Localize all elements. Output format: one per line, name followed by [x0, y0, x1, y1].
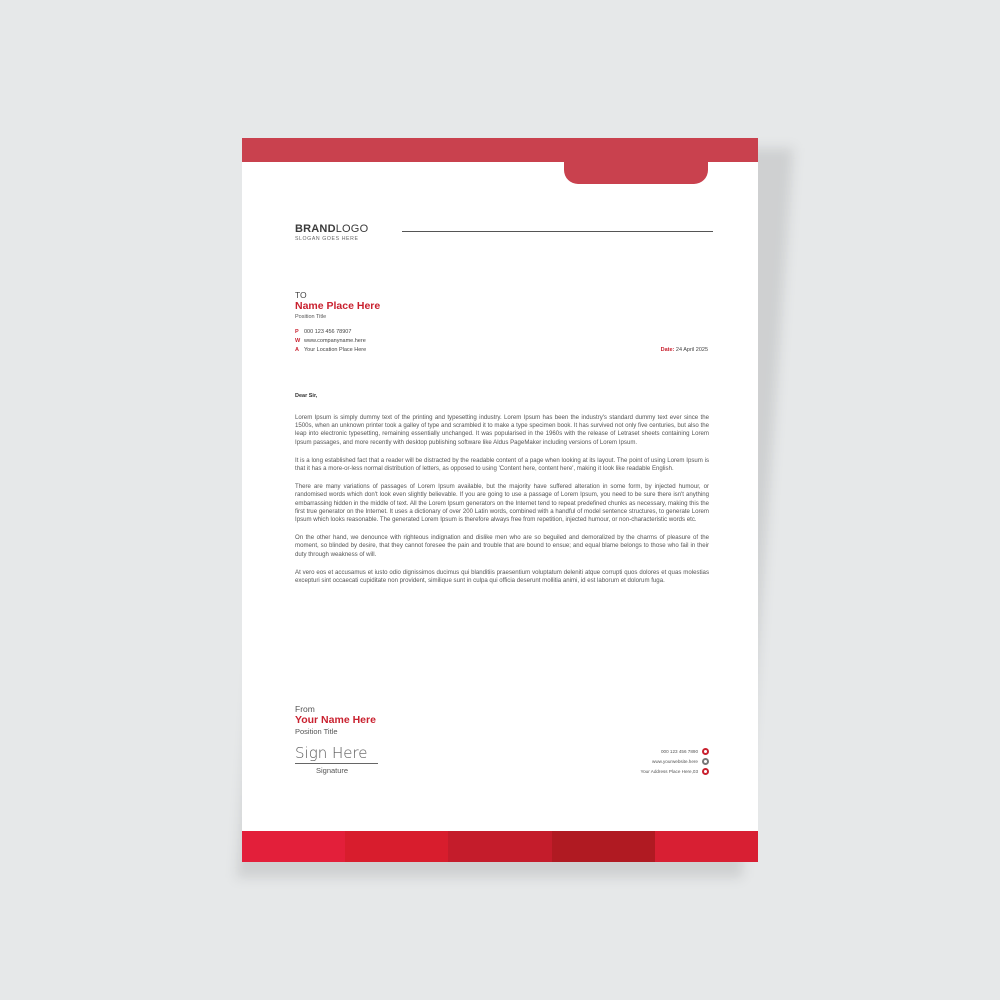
- footer-contact-value: www.yourwebsite.here: [652, 759, 698, 764]
- header-divider: [402, 231, 713, 232]
- recipient-contacts: [295, 328, 366, 355]
- contact-row-web: [295, 337, 366, 346]
- body-paragraph: On the other hand, we denounce with righteous indignation and dislike men who are so beguiled and demoralized by the charms of pleasure of the moment, so blinded by desire, that they cannot foresee the pain and trouble that are bound to ensue; and equal blame belongs to those who fail in their duty through weakness of will.: [295, 534, 709, 558]
- contact-value: 000 123 456 78907: [304, 329, 352, 335]
- greeting: Dear Sir,: [295, 393, 318, 399]
- footer-contacts: [640, 747, 709, 777]
- footer-contact-phone: [640, 747, 709, 757]
- brand-name-bold: BRAND: [295, 223, 336, 235]
- footer-segment: [552, 831, 655, 862]
- letterhead-page: [242, 138, 758, 862]
- recipient-block: [295, 290, 380, 321]
- sender-name: Your Name Here: [295, 714, 376, 726]
- date-label: Date:: [660, 347, 675, 353]
- sender-block: [295, 704, 376, 736]
- letter-date: [661, 347, 708, 353]
- brand-logo: [295, 223, 368, 242]
- contact-value: www.companyname.here: [304, 338, 366, 344]
- body-paragraph: At vero eos et accusamus et iusto odio dignissimos ducimus qui blanditiis praesentium voluptatum deleniti atque corrupti quos dolores et quas molestias excepturi sint occaecati cupiditate non provident, similique sunt in culpa qui officia deserunt mollitia animi, id est laborum et dolorum fuga.: [295, 568, 709, 585]
- contact-row-phone: [295, 328, 366, 337]
- body-paragraph: There are many variations of passages of Lorem Ipsum available, but the majority have suffered alteration in some form, by injected humour, or randomised words which don't look even slightly believable. If you are going to use a passage of Lorem Ipsum, you need to be sure there isn't anything embarrassing hidden in the middle of text. All the Lorem Ipsum generators on the Internet tend to repeat predefined chunks as necessary, making this the first true generator on the Internet. It uses a dictionary of over 200 Latin words, combined with a handful of model sentence structures, to generate Lorem Ipsum which looks reasonable. The generated Lorem Ipsum is therefore always free from repetition, injected humour, or non-characteristic words etc.: [295, 483, 709, 524]
- brand-name-light: LOGO: [335, 223, 369, 235]
- footer-contact-web: [640, 757, 709, 767]
- signature-text: Sign Here: [295, 744, 368, 762]
- footer-segment: [242, 831, 345, 862]
- recipient-position: Position Title: [295, 314, 327, 320]
- brand-name: [295, 223, 368, 235]
- recipient-label: TO: [295, 290, 307, 300]
- phone-icon: [702, 748, 709, 755]
- footer-contact-address: [640, 767, 709, 777]
- contact-key: W: [295, 338, 301, 344]
- contact-value: Your Location Place Here: [304, 347, 367, 353]
- footer-contact-value: Your Address Place Here,03: [640, 769, 698, 774]
- footer-segment: [448, 831, 551, 862]
- footer-segment: [345, 831, 448, 862]
- sender-label: From: [295, 704, 315, 714]
- signature-block: [295, 744, 378, 775]
- letter-body: [295, 414, 709, 595]
- footer-segment: [655, 831, 758, 862]
- contact-key: P: [295, 329, 299, 335]
- body-paragraph: It is a long established fact that a reader will be distracted by the readable content of a page when looking at its layout. The point of using Lorem Ipsum is that it has a more-or-less normal distribution of letters, as opposed to using 'Content here, content here', making it look like readable English.: [295, 456, 709, 473]
- body-paragraph: Lorem Ipsum is simply dummy text of the printing and typesetting industry. Lorem Ipsum has been the industry's standard dummy text ever since the 1500s, when an unknown printer took a galley of type and scrambled it to make a type specimen book. It has survived not only five centuries, but also the leap into electronic typesetting, remaining essentially unchanged. It was popularised in the 1960s with the release of Letraset sheets containing Lorem Ipsum passages, and more recently with desktop publishing software like Aldus PageMaker including versions of Lorem Ipsum.: [295, 414, 709, 446]
- signature-label: Signature: [316, 766, 349, 775]
- footer-contact-value: 000 123 456 7890: [660, 749, 698, 754]
- header-tab: [564, 138, 708, 184]
- date-value: 24 April 2025: [675, 347, 708, 353]
- recipient-name: Name Place Here: [295, 300, 381, 312]
- contact-key: A: [295, 347, 299, 353]
- globe-icon: [702, 758, 709, 765]
- location-icon: [702, 768, 709, 775]
- brand-slogan: SLOGAN GOES HERE: [295, 236, 359, 242]
- footer-bar: [242, 831, 758, 862]
- contact-row-address: [295, 346, 366, 355]
- sender-position: Position Title: [295, 727, 338, 736]
- signature-line: [295, 763, 378, 764]
